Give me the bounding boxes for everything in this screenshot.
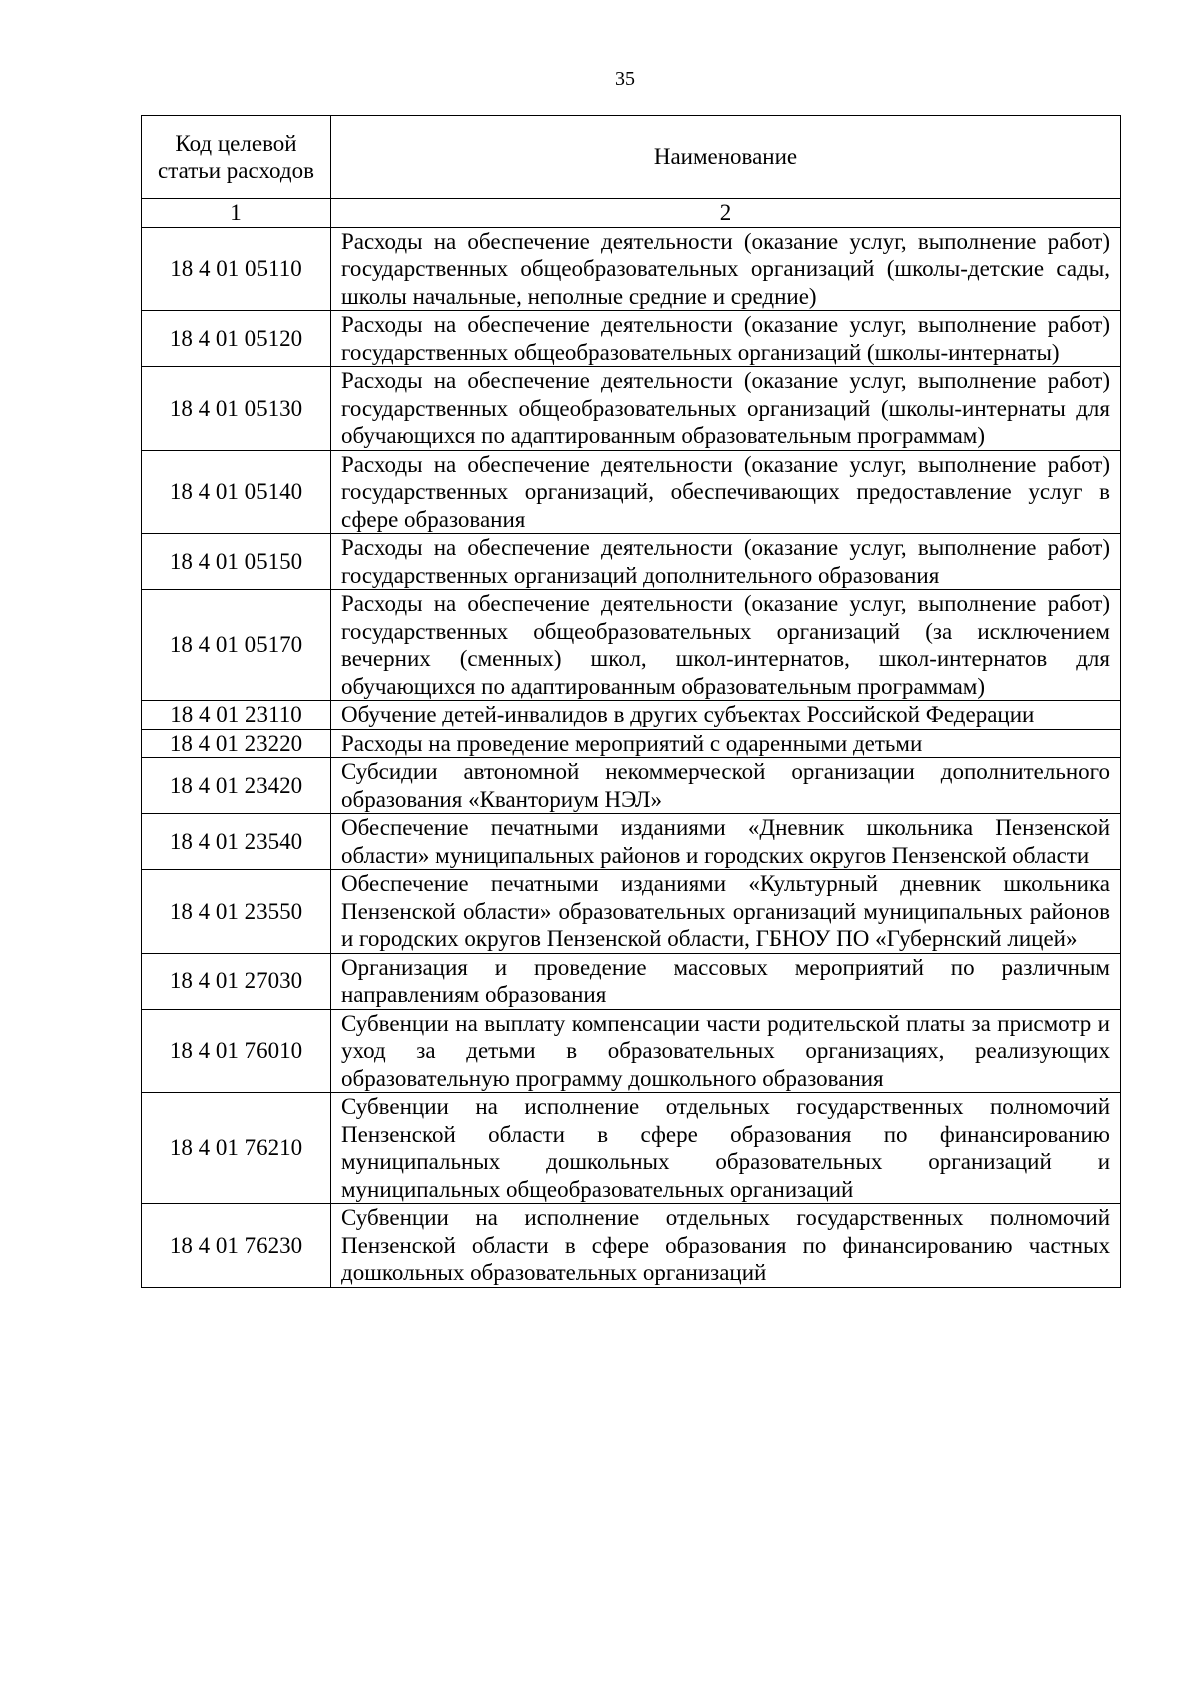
table-row	[142, 534, 1121, 590]
row-name: Субвенции на выплату компенсации части родительской платы за присмотр и уход за детьми в образовательных организациях, реализующих образовательную программу дошкольного образования	[331, 1009, 1121, 1093]
column-number-2: 2	[331, 199, 1121, 228]
table-row	[142, 450, 1121, 534]
row-name: Обеспечение печатными изданиями «Дневник школьника Пензенской области» муниципальных районов и городских округов Пензенской области	[331, 814, 1121, 870]
table-row	[142, 311, 1121, 367]
table-row	[142, 701, 1121, 730]
table-row	[142, 1204, 1121, 1288]
table-row	[142, 758, 1121, 814]
row-name: Расходы на проведение мероприятий с одаренными детьми	[331, 729, 1121, 758]
table-row	[142, 729, 1121, 758]
row-name: Обучение детей-инвалидов в других субъектах Российской Федерации	[331, 701, 1121, 730]
row-name: Расходы на обеспечение деятельности (оказание услуг, выполнение работ) государственных организаций дополнительного образования	[331, 534, 1121, 590]
row-code: 18 4 01 05110	[142, 227, 331, 311]
row-name: Расходы на обеспечение деятельности (оказание услуг, выполнение работ) государственных общеобразовательных организаций (школы-интернаты)	[331, 311, 1121, 367]
row-name: Организация и проведение массовых мероприятий по различным направлениям образования	[331, 953, 1121, 1009]
table-row	[142, 227, 1121, 311]
row-code: 18 4 01 05140	[142, 450, 331, 534]
row-name: Субвенции на исполнение отдельных государственных полномочий Пензенской области в сфере образования по финансированию частных дошкольных образовательных организаций	[331, 1204, 1121, 1288]
table-row	[142, 1009, 1121, 1093]
row-code: 18 4 01 05130	[142, 367, 331, 451]
row-code: 18 4 01 27030	[142, 953, 331, 1009]
row-code: 18 4 01 05170	[142, 590, 331, 701]
row-name: Обеспечение печатными изданиями «Культурный дневник школьника Пензенской области» образовательных организаций муниципальных районов и городских округов Пензенской области, ГБНОУ ПО «Губернский лицей»	[331, 870, 1121, 954]
table-row	[142, 870, 1121, 954]
header-code: Код целевой статьи расходов	[142, 116, 331, 199]
header-name: Наименование	[331, 116, 1121, 199]
row-code: 18 4 01 23540	[142, 814, 331, 870]
row-code: 18 4 01 23110	[142, 701, 331, 730]
row-name: Расходы на обеспечение деятельности (оказание услуг, выполнение работ) государственных общеобразовательных организаций (школы-детские сады, школы начальные, неполные средние и средние)	[331, 227, 1121, 311]
row-name: Расходы на обеспечение деятельности (оказание услуг, выполнение работ) государственных общеобразовательных организаций (школы-интернаты для обучающихся по адаптированным образовательным программам)	[331, 367, 1121, 451]
table-row	[142, 590, 1121, 701]
row-code: 18 4 01 23550	[142, 870, 331, 954]
column-number-row	[142, 199, 1121, 228]
row-code: 18 4 01 76010	[142, 1009, 331, 1093]
table-row	[142, 953, 1121, 1009]
table-row	[142, 367, 1121, 451]
row-code: 18 4 01 76230	[142, 1204, 331, 1288]
row-code: 18 4 01 23420	[142, 758, 331, 814]
table-row	[142, 1093, 1121, 1204]
table-row	[142, 814, 1121, 870]
row-name: Субсидии автономной некоммерческой организации дополнительного образования «Кванториум НЭЛ»	[331, 758, 1121, 814]
row-name: Расходы на обеспечение деятельности (оказание услуг, выполнение работ) государственных общеобразовательных организаций (за исключением вечерних (сменных) школ, школ-интернатов, школ-интернатов для обучающихся по адаптированным образовательным программам)	[331, 590, 1121, 701]
table-header-row	[142, 116, 1121, 199]
row-code: 18 4 01 05120	[142, 311, 331, 367]
row-code: 18 4 01 23220	[142, 729, 331, 758]
row-name: Субвенции на исполнение отдельных государственных полномочий Пензенской области в сфере образования по финансированию муниципальных дошкольных образовательных организаций и муниципальных общеобразовательных организаций	[331, 1093, 1121, 1204]
column-number-1: 1	[142, 199, 331, 228]
page-number: 35	[615, 68, 635, 90]
row-name: Расходы на обеспечение деятельности (оказание услуг, выполнение работ) государственных организаций, обеспечивающих предоставление услуг в сфере образования	[331, 450, 1121, 534]
row-code: 18 4 01 05150	[142, 534, 331, 590]
row-code: 18 4 01 76210	[142, 1093, 331, 1204]
expense-codes-table	[141, 115, 1121, 1288]
